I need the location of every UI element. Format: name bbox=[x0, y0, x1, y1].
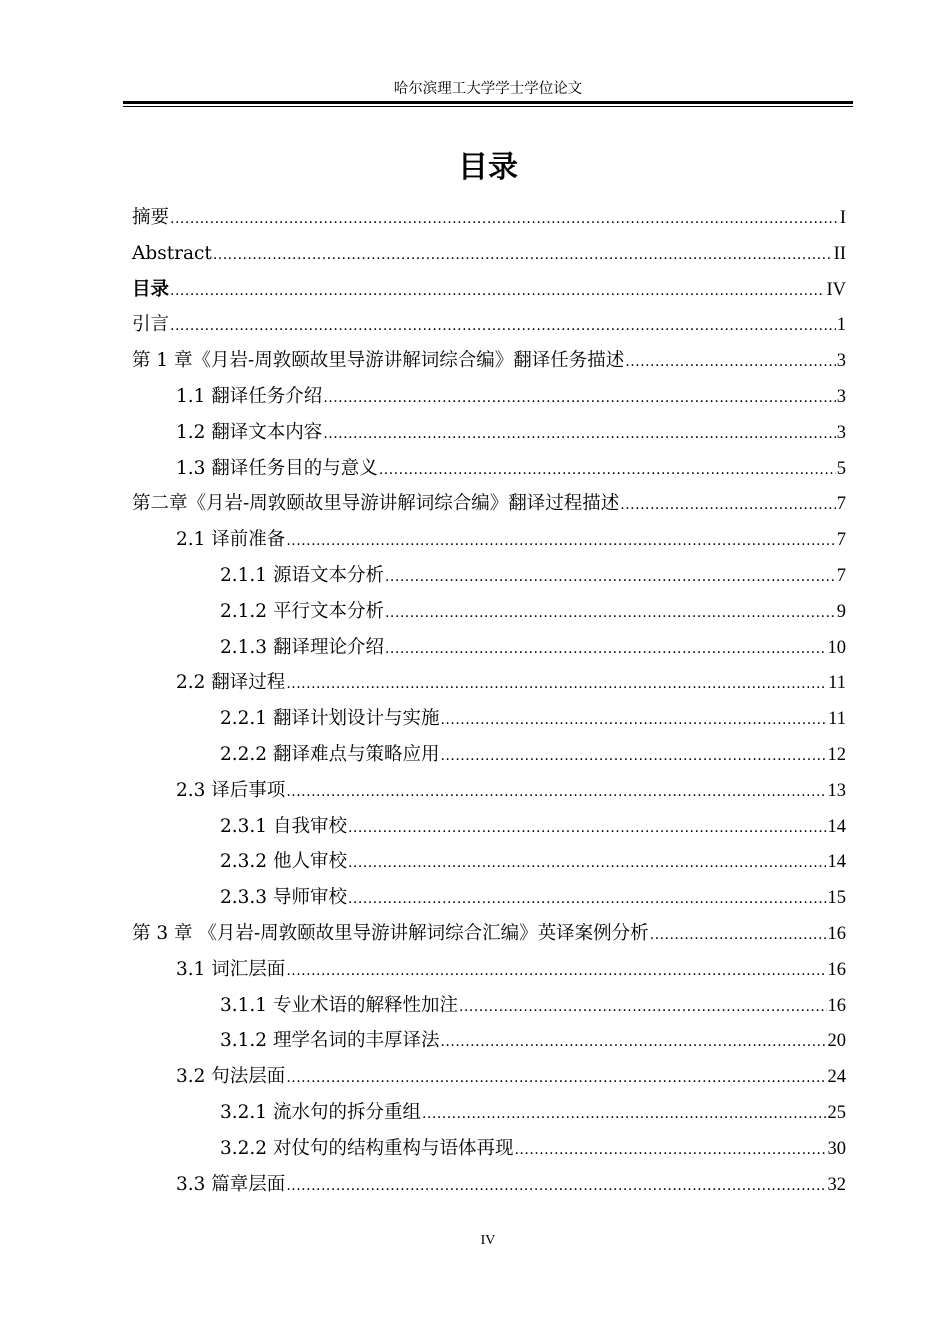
toc-entry[interactable] bbox=[220, 991, 846, 1021]
toc-dot-leader bbox=[620, 489, 835, 519]
toc-dot-leader bbox=[286, 776, 826, 806]
toc-entry[interactable] bbox=[220, 561, 846, 591]
toc-dot-leader bbox=[385, 597, 836, 627]
toc-entry-label: 2.3.3 导师审校 bbox=[220, 887, 347, 909]
toc-dot-leader bbox=[459, 991, 827, 1021]
toc-entry-page: 12 bbox=[827, 745, 846, 765]
toc-entry-label: 2.1.3 翻译理论介绍 bbox=[220, 636, 384, 658]
toc-entry-page: 13 bbox=[827, 780, 846, 801]
toc-entry-page: 20 bbox=[827, 1031, 846, 1052]
toc-dot-leader bbox=[286, 668, 827, 698]
toc-entry[interactable] bbox=[132, 203, 846, 233]
toc-entry-page: 7 bbox=[836, 566, 846, 586]
toc-dot-leader bbox=[440, 1026, 826, 1056]
toc-entry-page: 25 bbox=[827, 1103, 846, 1123]
toc-entry-label: 第二章《月岩-周敦颐故里导游讲解词综合编》翻译过程描述 bbox=[132, 493, 620, 515]
toc-entry[interactable] bbox=[176, 1062, 846, 1092]
toc-entry[interactable] bbox=[132, 346, 846, 376]
toc-entry-label: 2.2.2 翻译难点与策略应用 bbox=[220, 744, 440, 765]
toc-entry[interactable] bbox=[220, 1026, 846, 1056]
toc-entry-page: 14 bbox=[827, 816, 846, 837]
toc-entry-page: 7 bbox=[836, 530, 846, 551]
toc-dot-leader bbox=[440, 704, 827, 734]
toc-entry[interactable] bbox=[220, 740, 846, 770]
toc-dot-leader bbox=[170, 275, 825, 305]
toc-entry-label: 1.2 翻译文本内容 bbox=[176, 421, 323, 443]
toc-entry[interactable] bbox=[220, 883, 846, 913]
toc-entry-label: 1.1 翻译任务介绍 bbox=[176, 386, 323, 407]
toc-entry-page: II bbox=[833, 243, 846, 264]
toc-dot-leader bbox=[348, 812, 827, 842]
toc-entry-label: 2.2.1 翻译计划设计与实施 bbox=[220, 708, 440, 730]
toc-entry-page: 5 bbox=[836, 458, 846, 479]
toc-entry-label: 2.3.2 他人审校 bbox=[220, 851, 347, 873]
toc-entry-label: 引言 bbox=[132, 314, 170, 336]
toc-entry[interactable] bbox=[220, 633, 846, 663]
toc-dot-leader bbox=[348, 847, 827, 877]
toc-entry-page: 9 bbox=[836, 601, 846, 622]
toc-entry-page: IV bbox=[826, 279, 846, 300]
toc-entry-page: 16 bbox=[827, 959, 846, 980]
toc-entry[interactable] bbox=[220, 812, 846, 842]
page-number: IV bbox=[480, 1233, 496, 1248]
toc-dot-leader bbox=[440, 740, 826, 770]
toc-entry[interactable] bbox=[220, 597, 846, 627]
toc-dot-leader bbox=[385, 561, 836, 591]
toc-entry-page: 24 bbox=[827, 1067, 846, 1088]
toc-entry[interactable] bbox=[176, 525, 846, 555]
toc-entry[interactable] bbox=[132, 275, 846, 305]
toc-entry-label: 目录 bbox=[132, 278, 170, 300]
toc-dot-leader bbox=[650, 919, 827, 949]
toc-entry-page: 11 bbox=[828, 673, 846, 694]
toc-dot-leader bbox=[625, 346, 835, 376]
toc-entry-label: 2.1.1 源语文本分析 bbox=[220, 565, 384, 586]
toc-dot-leader bbox=[422, 1098, 827, 1128]
toc-entry-page: 32 bbox=[827, 1174, 846, 1195]
toc-dot-leader bbox=[286, 525, 835, 555]
header-rule-thick bbox=[123, 101, 853, 104]
toc-entry[interactable] bbox=[176, 668, 846, 698]
toc-dot-leader bbox=[170, 203, 839, 233]
toc-entry-page: 11 bbox=[828, 709, 846, 730]
toc-entry[interactable] bbox=[132, 919, 846, 949]
toc-entry[interactable] bbox=[132, 310, 846, 340]
toc-entry-page: I bbox=[839, 208, 846, 228]
toc-entry-label: 3.1.1 专业术语的解释性加注 bbox=[220, 994, 458, 1016]
toc-entry-label: 2.3 译后事项 bbox=[176, 779, 286, 801]
toc-entry-page: 30 bbox=[827, 1138, 846, 1159]
toc-entry-label: 3.1 词汇层面 bbox=[176, 958, 286, 980]
toc-entry[interactable] bbox=[220, 1098, 846, 1128]
page-title: 目录 bbox=[458, 150, 518, 185]
toc-dot-leader bbox=[323, 382, 835, 412]
toc-entry[interactable] bbox=[132, 239, 846, 269]
toc-entry-label: 3.3 篇章层面 bbox=[176, 1173, 286, 1195]
toc-entry-label: 3.2.1 流水句的拆分重组 bbox=[220, 1102, 421, 1123]
toc-entry-label: 第 1 章《月岩-周敦颐故里导游讲解词综合编》翻译任务描述 bbox=[132, 350, 625, 372]
toc-entry-label: 2.2 翻译过程 bbox=[176, 672, 286, 694]
toc-dot-leader bbox=[514, 1134, 826, 1164]
toc-dot-leader bbox=[286, 955, 826, 985]
toc-entry[interactable] bbox=[176, 418, 846, 448]
toc-entry-page: 1 bbox=[836, 315, 846, 336]
toc-entry-page: 16 bbox=[827, 924, 846, 944]
toc-dot-leader bbox=[348, 883, 827, 913]
toc-dot-leader bbox=[170, 310, 836, 340]
toc-dot-leader bbox=[286, 1062, 826, 1092]
toc-entry-page: 3 bbox=[836, 387, 846, 407]
toc-entry[interactable] bbox=[176, 382, 846, 412]
toc-entry-label: Abstract bbox=[132, 242, 212, 264]
toc-entry-label: 3.1.2 理学名词的丰厚译法 bbox=[220, 1030, 440, 1052]
toc-entry-page: 3 bbox=[836, 351, 846, 372]
toc-entry[interactable] bbox=[132, 489, 846, 519]
toc-entry-label: 第 3 章 《月岩-周敦颐故里导游讲解词综合汇编》英译案例分析 bbox=[132, 923, 649, 944]
toc-entry[interactable] bbox=[176, 454, 846, 484]
toc-entry-page: 16 bbox=[827, 995, 846, 1016]
toc-entry-page: 3 bbox=[836, 422, 846, 443]
toc-dot-leader bbox=[286, 1170, 826, 1200]
toc-entry[interactable] bbox=[176, 1170, 846, 1200]
toc-entry[interactable] bbox=[220, 847, 846, 877]
page-header: 哈尔滨理工大学学士学位论文 bbox=[393, 81, 583, 97]
toc-entry-page: 7 bbox=[836, 494, 846, 515]
toc-entry-label: 2.3.1 自我审校 bbox=[220, 815, 347, 837]
toc-entry[interactable] bbox=[220, 1134, 846, 1164]
toc-dot-leader bbox=[323, 418, 835, 448]
toc-entry-label: 2.1.2 平行文本分析 bbox=[220, 600, 384, 622]
toc-entry-label: 摘要 bbox=[132, 207, 170, 228]
toc-entry-page: 10 bbox=[827, 637, 846, 658]
toc-entry-label: 3.2.2 对仗句的结构重构与语体再现 bbox=[220, 1137, 514, 1159]
toc-entry-label: 1.3 翻译任务目的与意义 bbox=[176, 457, 378, 479]
toc-entry-label: 3.2 句法层面 bbox=[176, 1066, 286, 1088]
toc-entry[interactable] bbox=[220, 704, 846, 734]
toc-entry[interactable] bbox=[176, 955, 846, 985]
toc-entry-label: 2.1 译前准备 bbox=[176, 529, 286, 551]
toc-dot-leader bbox=[213, 239, 833, 269]
toc-entry[interactable] bbox=[176, 776, 846, 806]
header-rule-thin bbox=[123, 106, 853, 107]
toc-dot-leader bbox=[385, 633, 827, 663]
toc-entry-page: 15 bbox=[827, 888, 846, 909]
toc-dot-leader bbox=[379, 454, 836, 484]
toc-entry-page: 14 bbox=[827, 852, 846, 873]
